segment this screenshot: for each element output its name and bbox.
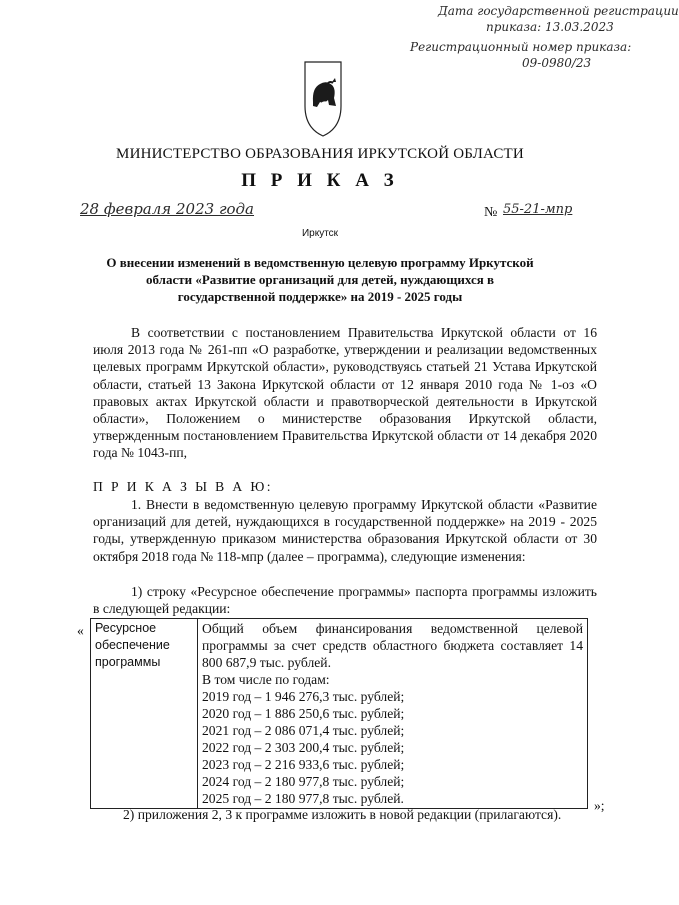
resource-provision-table [90,618,588,809]
preamble-paragraph: В соответствии с постановлением Правительства Иркутской области от 16 июля 2013 года № 261-пп «О разработке, утверждении и реализации ведомственных целевых программ Иркутской области», руководствуясь статьей 21 Устава Иркутской области, статьей 13 Закона Иркутской области от 12 января 2010 года № 1-оз «О правовых актах Иркутской области и правотворческой деятельности в Иркутской области», Положением о министерстве образования Иркутской области, утвержденным постановлением Правительства Иркутской области от 14 декабря 2020 года № 1043-пп, [93,325,597,461]
table-row [91,619,588,809]
year-line: 2025 год – 2 180 977,8 тыс. рублей. [202,791,404,806]
item-1-paragraph: 1. Внести в ведомственную целевую программу Иркутской области «Развитие организаций для детей, нуждающихся в государственной поддержке» на 2019 - 2025 годы, утвержденную приказом министерства образования Иркутской области от 30 октября 2018 года № 118-мпр (далее – программа), следующие изменения: [93,497,597,564]
closing-quote: »; [594,798,605,813]
order-number-label: № [484,205,498,220]
item-1-1-paragraph: 1) строку «Ресурсное обеспечение программы» паспорта программы изложить в следующей редакции: [93,584,597,617]
order-date-handwritten: 28 февраля 2023 года [80,200,255,218]
document-type-title: П Р И К А З [241,170,399,191]
ministry-name: МИНИСТЕРСТВО ОБРАЗОВАНИЯ ИРКУТСКОЙ ОБЛАСТИ [116,146,524,162]
order-subject: О внесении изменений в ведомственную целевую программу Иркутской области «Развитие организаций для детей, нуждающихся в государственной поддержке» на 2019 - 2025 годы [106,255,534,304]
registration-note-line3: Регистрационный номер приказа: [410,40,632,54]
table-label-cell: Ресурсное обеспечение программы [91,619,198,809]
registration-note-line4: 09-0980/23 [522,56,592,70]
year-line: 2023 год – 2 216 933,6 тыс. рублей; [202,757,405,772]
registration-note-line1: Дата государственной регистрации [438,4,679,18]
opening-quote: « [77,623,84,638]
registration-note-line2: приказа: 13.03.2023 [486,20,614,34]
year-line: 2022 год – 2 303 200,4 тыс. рублей; [202,740,405,755]
table-content-cell [198,619,588,809]
irkutsk-coat-of-arms-emblem [302,58,344,138]
order-number-handwritten: 55-21-мпр [503,202,573,217]
item-1-2-paragraph: 2) приложения 2, 3 к программе изложить в новой редакции (прилагаются). [123,807,562,822]
year-line: 2024 год – 2 180 977,8 тыс. рублей; [202,774,405,789]
total-funding-text: Общий объем финансирования ведомственной целевой программы за счет средств областного бюджета составляет 14 800 687,9 тыс. рублей. [202,621,583,670]
by-year-intro: В том числе по годам: [202,672,330,687]
year-line: 2020 год – 1 886 250,6 тыс. рублей; [202,706,405,721]
prikazyvayu-heading: П Р И К А З Ы В А Ю: [93,479,273,494]
year-line: 2021 год – 2 086 071,4 тыс. рублей; [202,723,405,738]
year-line: 2019 год – 1 946 276,3 тыс. рублей; [202,689,405,704]
city-name: Иркутск [301,228,339,239]
